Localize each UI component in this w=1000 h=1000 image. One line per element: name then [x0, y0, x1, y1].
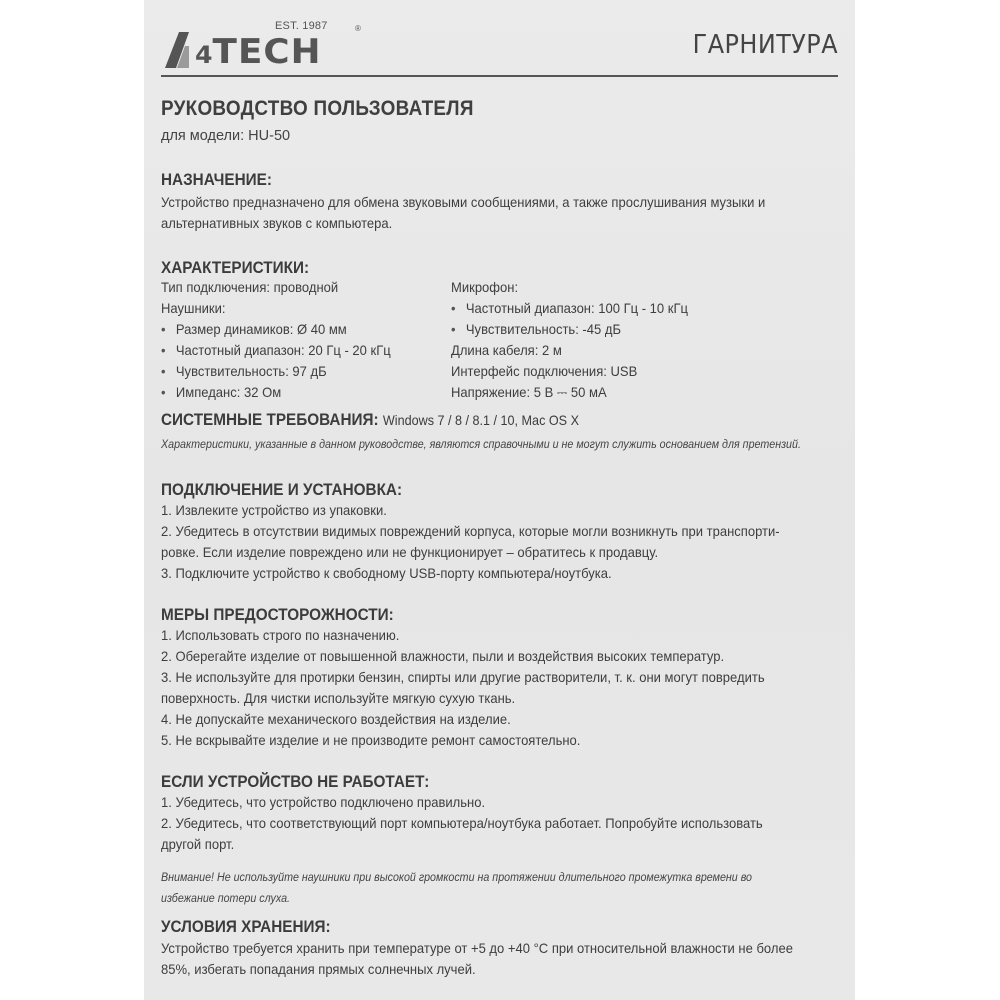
- headphones-spec-item: • Импеданс: 32 Ом: [161, 382, 391, 403]
- storage-line: 85%, избегать попадания прямых солнечных лучей.: [161, 961, 476, 977]
- installation-heading: ПОДКЛЮЧЕНИЕ И УСТАНОВКА:: [161, 480, 403, 499]
- troubleshooting-step: 1. Убедитесь, что устройство подключено правильно.: [161, 794, 486, 810]
- headphones-spec-item: • Размер динамиков: Ø 40 мм: [161, 319, 391, 340]
- system-requirements-value: Windows 7 / 8 / 8.1 / 10, Mac OS X: [382, 412, 579, 428]
- logo-registered-mark: ®: [355, 24, 361, 33]
- document-title: РУКОВОДСТВО ПОЛЬЗОВАТЕЛЯ: [161, 97, 474, 120]
- cable-length: Длина кабеля: 2 м: [451, 342, 562, 358]
- storage-heading: УСЛОВИЯ ХРАНЕНИЯ:: [161, 917, 331, 936]
- specs-disclaimer: [161, 437, 801, 453]
- logo-wordmark: [195, 32, 322, 72]
- precautions-heading: МЕРЫ ПРЕДОСТОРОЖНОСТИ:: [161, 605, 394, 624]
- troubleshooting-step: другой порт.: [161, 836, 235, 852]
- product-category: ГАРНИТУРА: [692, 30, 838, 60]
- storage-text: [161, 938, 793, 980]
- troubleshooting-heading: ЕСЛИ УСТРОЙСТВО НЕ РАБОТАЕТ:: [161, 772, 430, 791]
- logo-four: 4: [195, 41, 213, 69]
- hearing-warning: [161, 868, 775, 910]
- specs-left-column: [161, 277, 391, 403]
- installation-step: 2. Убедитесь в отсутствии видимых повреждений корпуса, которые могли возникнуть при транспорти-: [161, 523, 780, 539]
- troubleshooting-steps: [161, 792, 775, 855]
- microphone-spec-item: • Частотный диапазон: 100 Гц - 10 кГц: [451, 298, 688, 319]
- headphones-spec-item: • Частотный диапазон: 20 Гц - 20 кГц: [161, 340, 391, 361]
- installation-step: ровке. Если изделие повреждено или не функционирует – обратитесь к продавцу.: [161, 544, 659, 560]
- purpose-heading: НАЗНАЧЕНИЕ:: [161, 170, 272, 189]
- precaution-item: 3. Не используйте для протирки бензин, спирты или другие растворители, т. к. они могут повредить: [161, 669, 765, 685]
- purpose-line: Устройство предназначено для обмена звуковыми сообщениями, а также прослушивания музыки и: [161, 194, 766, 210]
- disclaimer-line: Характеристики, указанные в данном руководстве, являются справочными и не могут служить основанием для претензий.: [161, 439, 801, 451]
- precaution-item: 1. Использовать строго по назначению.: [161, 627, 400, 643]
- specs-right-column: [451, 277, 688, 403]
- system-requirements: [161, 410, 579, 430]
- headphones-label: Наушники:: [161, 300, 226, 316]
- precaution-item: 2. Оберегайте изделие от повышенной влажности, пыли и воздействия высоких температур.: [161, 648, 725, 664]
- a4tech-logo: [165, 20, 361, 72]
- purpose-text: [161, 192, 775, 234]
- microphone-spec-item: • Чувствительность: -45 дБ: [451, 319, 688, 340]
- header-divider: [161, 75, 838, 77]
- storage-line: Устройство требуется хранить при температуре от +5 до +40 °С при относительной влажности не более: [161, 940, 793, 956]
- specs-heading: ХАРАКТЕРИСТИКИ:: [161, 258, 310, 277]
- microphone-label: Микрофон:: [451, 279, 519, 295]
- installation-step: 3. Подключите устройство к свободному USB-порту компьютера/ноутбука.: [161, 565, 612, 581]
- purpose-line: альтернативных звуков с компьютера.: [161, 215, 393, 231]
- troubleshooting-step: 2. Убедитесь, что соответствующий порт компьютера/ноутбука работает. Попробуйте использовать: [161, 815, 763, 831]
- headphones-spec-item: • Чувствительность: 97 дБ: [161, 361, 391, 382]
- voltage: Напряжение: 5 В ⎓ 50 мА: [451, 384, 607, 400]
- warning-line: избежание потери слуха.: [161, 893, 291, 905]
- precautions-list: [161, 625, 775, 751]
- precaution-item: 4. Не допускайте механического воздействия на изделие.: [161, 711, 511, 727]
- warning-line: Внимание! Не используйте наушники при высокой громкости на протяжении длительного промежутка времени во: [161, 872, 753, 884]
- installation-step: 1. Извлеките устройство из упаковки.: [161, 502, 387, 518]
- interface: Интерфейс подключения: USB: [451, 363, 638, 379]
- logo-established: EST. 1987: [275, 20, 328, 32]
- connection-type: Тип подключения: проводной: [161, 279, 339, 295]
- installation-steps: [161, 500, 780, 584]
- logo-suffix: TECH: [212, 32, 322, 72]
- system-requirements-heading: СИСТЕМНЫЕ ТРЕБОВАНИЯ:: [161, 410, 379, 429]
- model-line: для модели: HU-50: [161, 128, 291, 144]
- precaution-item: поверхность. Для чистки используйте мягкую сухую ткань.: [161, 690, 516, 706]
- precaution-item: 5. Не вскрывайте изделие и не производите ремонт самостоятельно.: [161, 732, 581, 748]
